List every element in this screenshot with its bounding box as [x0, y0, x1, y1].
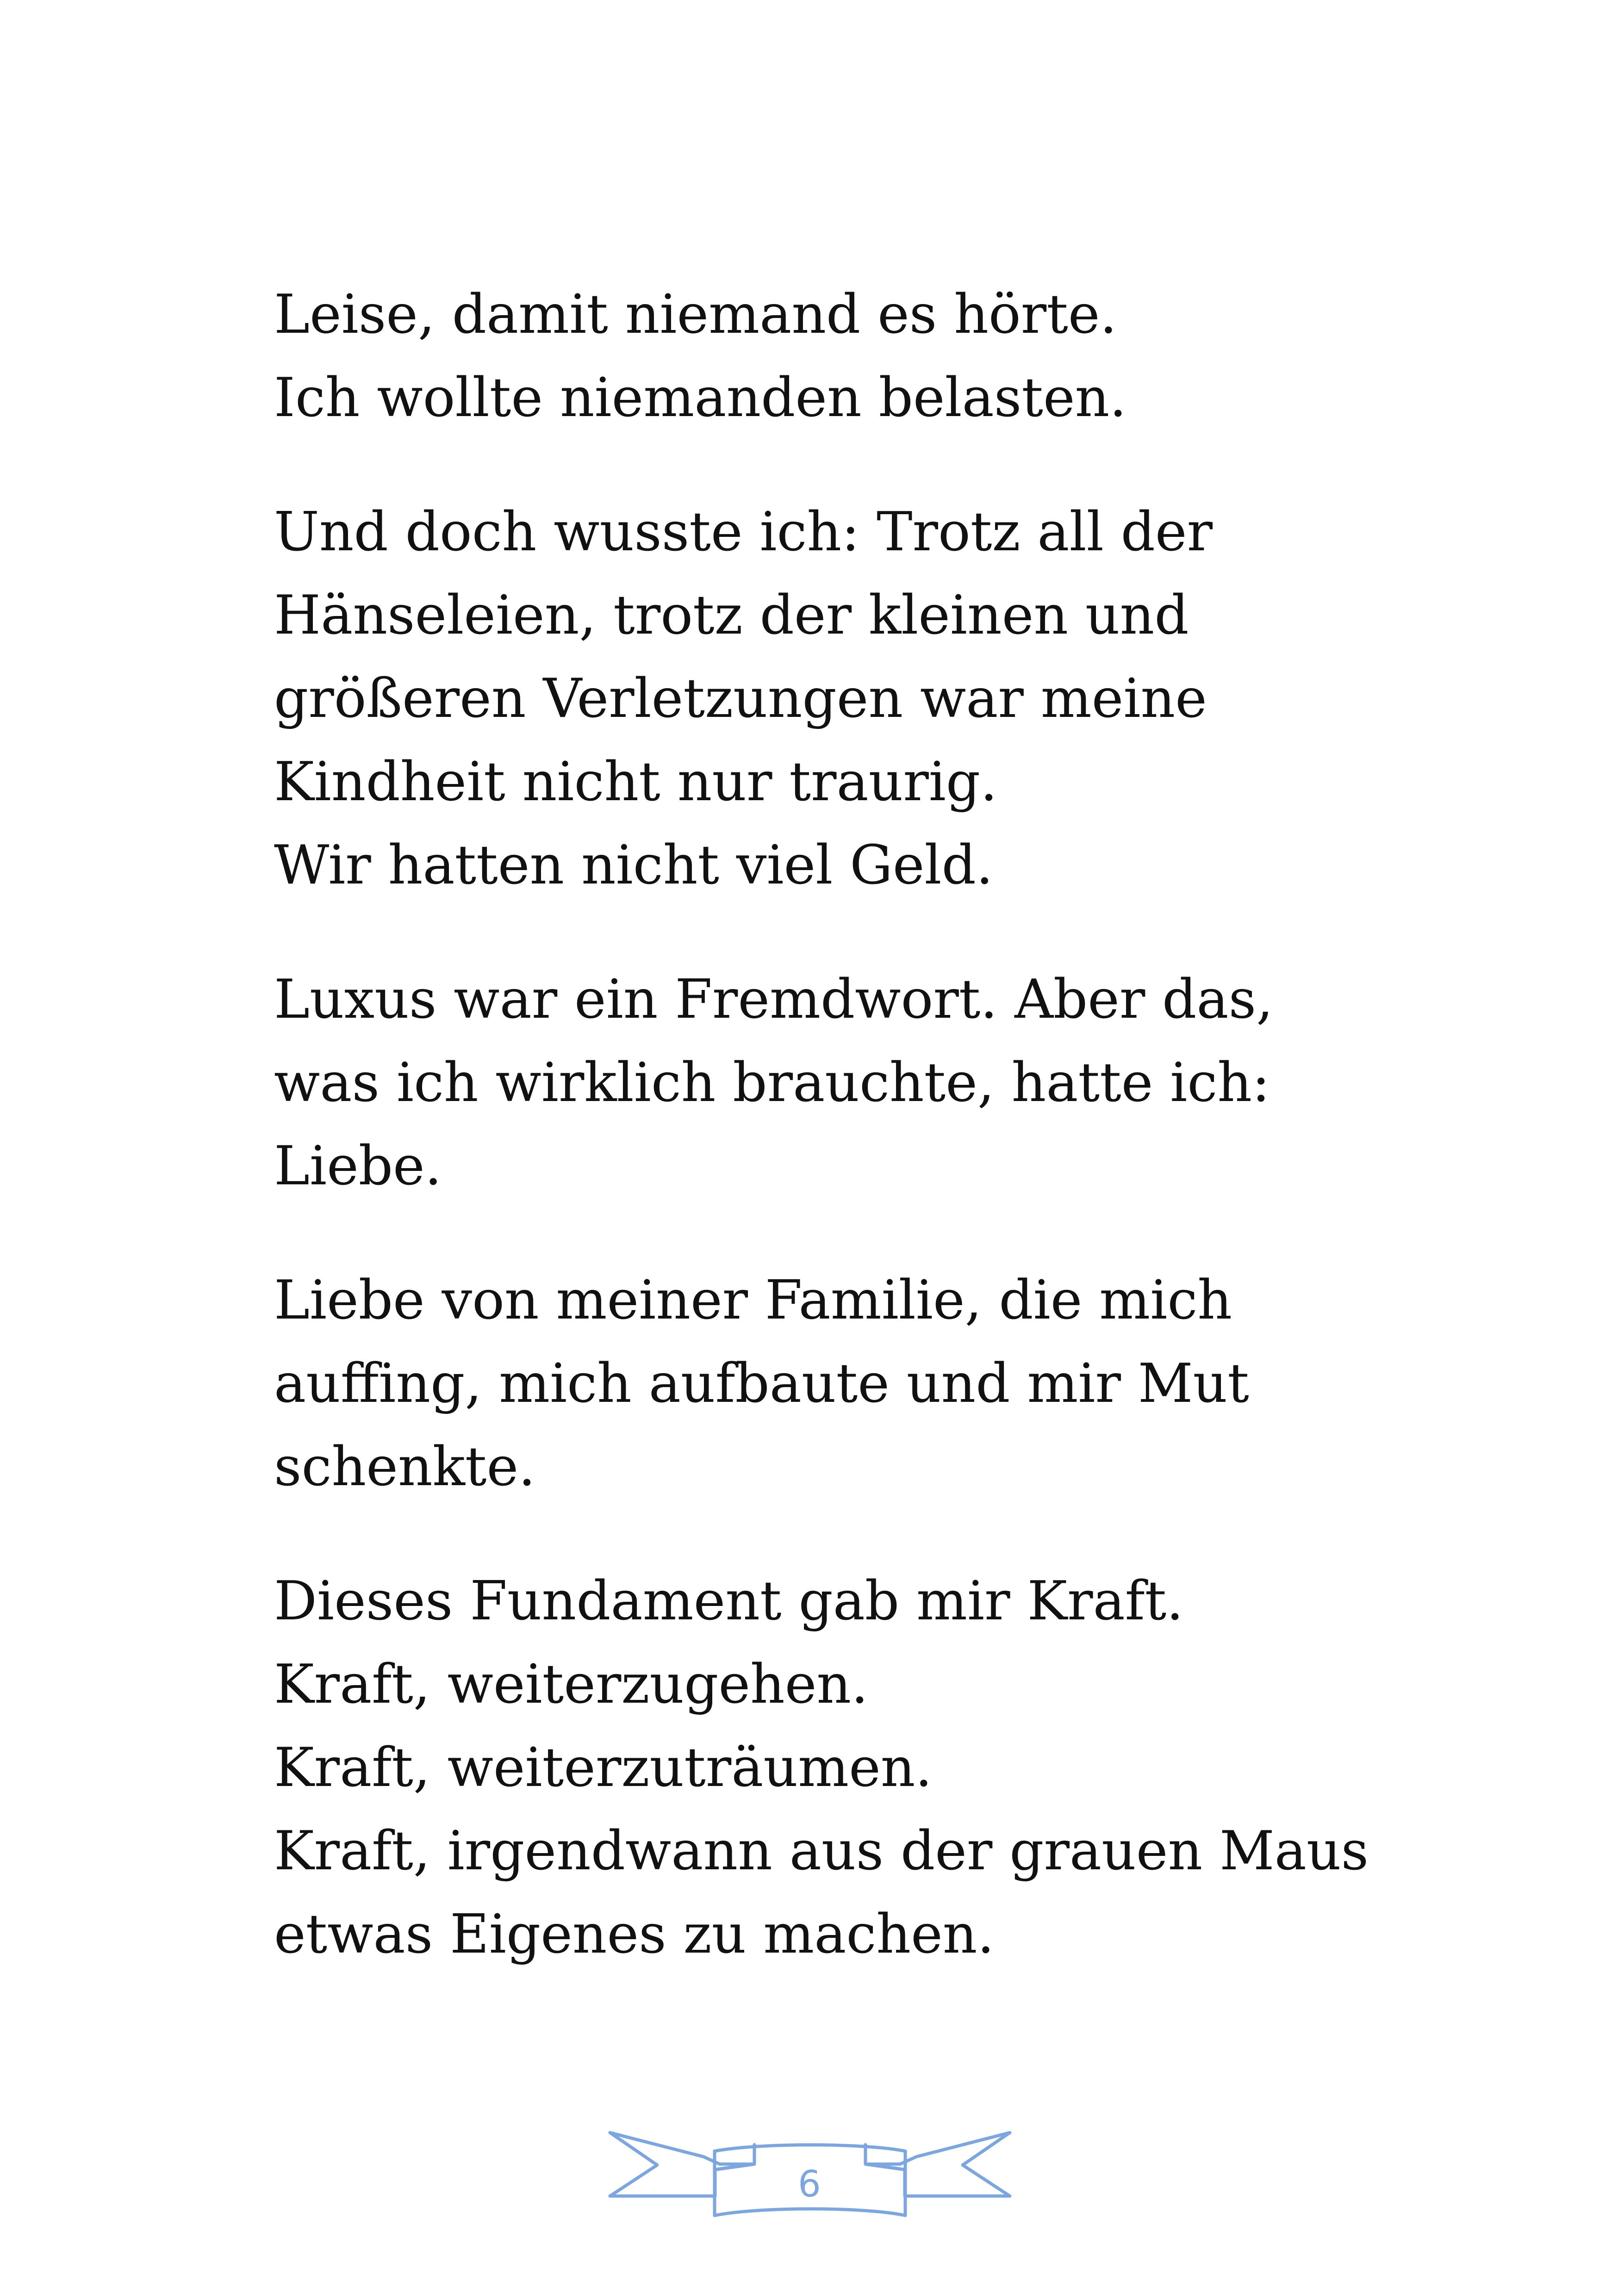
paragraph-5 [274, 1560, 1500, 1976]
text-line: auffing, mich aufbaute und mir Mut [274, 1352, 1249, 1415]
page-number: 6 [798, 2164, 821, 2205]
text-line: etwas Eigenes zu machen. [274, 1903, 995, 1966]
text-line: Ich wollte niemanden belasten. [274, 367, 1127, 429]
text-line: Wir hatten nicht viel Geld. [274, 834, 993, 896]
paragraph-2 [274, 491, 1500, 907]
paragraph-1 [274, 273, 1500, 440]
text-line: Kraft, weiterzugehen. [274, 1653, 868, 1716]
text-line: was ich wirklich brauchte, hatte ich: [274, 1052, 1270, 1114]
text-line: Liebe von meiner Familie, die mich [274, 1269, 1232, 1332]
paragraph-4 [274, 1259, 1500, 1509]
body-text [274, 273, 1500, 1976]
text-line: Kraft, irgendwann aus der grauen Maus [274, 1820, 1369, 1882]
text-line: schenkte. [274, 1436, 535, 1498]
paragraph-3 [274, 958, 1500, 1208]
text-line: größeren Verletzungen war meine [274, 667, 1207, 730]
text-line: Dieses Fundament gab mir Kraft. [274, 1570, 1184, 1632]
text-line: Leise, damit niemand es hörte. [274, 283, 1117, 346]
text-line: Hänseleien, trotz der kleinen und [274, 584, 1189, 647]
text-line: Und doch wusste ich: Trotz all der [274, 501, 1213, 563]
text-line: Luxus war ein Fremdwort. Aber das, [274, 968, 1273, 1031]
text-line: Kraft, weiterzuträumen. [274, 1736, 933, 1799]
text-line: Liebe. [274, 1135, 442, 1197]
text-line: Kindheit nicht nur traurig. [274, 751, 997, 813]
